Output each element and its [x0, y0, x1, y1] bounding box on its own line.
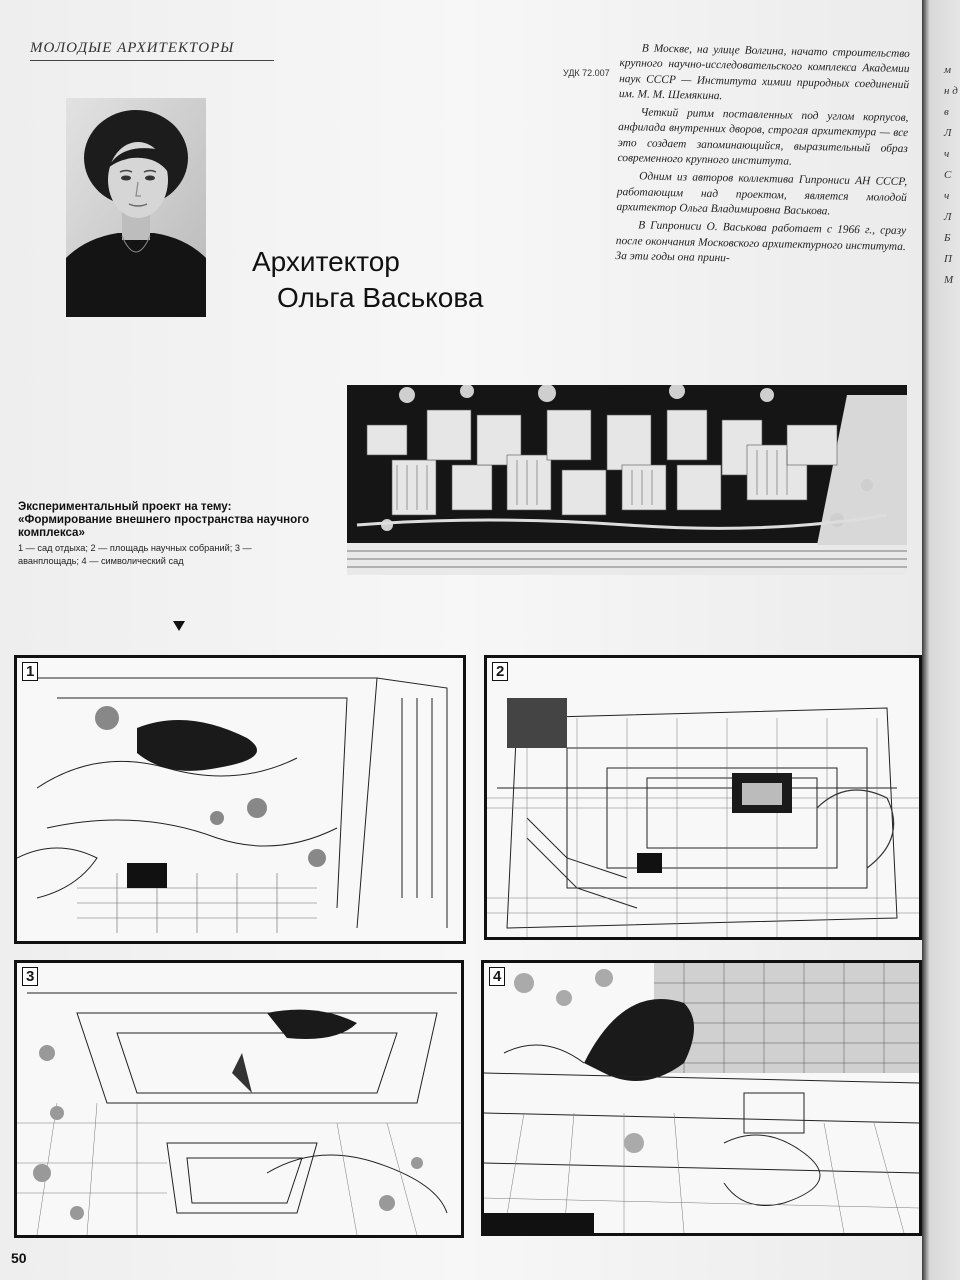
panel-number: 2: [492, 662, 508, 681]
drawing-panel-1: [14, 655, 466, 944]
drawing-panel-2: [484, 655, 922, 940]
article-title: [252, 244, 483, 316]
panel-number: 1: [22, 662, 38, 681]
panel-number: 3: [22, 967, 38, 986]
adjacent-page-text-fragment: м н д в Л ч С ч Л Б П М: [944, 64, 958, 286]
garden-drawing-icon: [17, 658, 463, 941]
caption-legend: 1 — сад отдыха; 2 — площадь научных собраний; 3 — аванплощадь; 4 — символический сад: [18, 543, 252, 566]
aerial-model-photo: [347, 385, 907, 575]
title-line-2: Ольга Васькова: [277, 282, 484, 313]
intro-paragraph-1: В Москве, на улице Волгина, начато строительство крупного научно-исследовательского комплекса Академии наук СССР — Института химии природных соединений им. М. М. Шемякина.: [618, 42, 910, 103]
page-number: 50: [11, 1250, 27, 1266]
intro-paragraph-2: Четкий ритм поставленных под углом корпусов, анфилада внутренних дворов, строгая архитектура — все это создает запоминающийся, выразительный образ современного крупного института.: [617, 106, 909, 168]
panel-number: 4: [489, 967, 505, 986]
adjacent-page-edge: [922, 0, 960, 1280]
symbolic-garden-drawing-icon: [484, 963, 919, 1233]
drawing-panel-3: [14, 960, 464, 1238]
figure-caption: [18, 500, 314, 568]
pointer-triangle-icon: [173, 621, 185, 631]
forecourt-drawing-icon: [17, 963, 461, 1235]
intro-paragraph-4: В Гипрониси О. Васькова работает с 1966 г., сразу после окончания Московского архитектурного института. За эти годы она прини-: [615, 219, 907, 265]
square-drawing-icon: [487, 658, 919, 937]
intro-text: [615, 41, 910, 273]
drawing-panel-4: [481, 960, 922, 1236]
intro-paragraph-3: Одним из авторов коллектива Гипрониси АН СССР, работающим над проектом, является молодой архитектор Ольга Владимировна Васькова.: [616, 170, 908, 218]
model-photo-icon: [347, 385, 907, 575]
architect-portrait-photo: [66, 98, 206, 317]
title-line-1: Архитектор: [252, 246, 400, 277]
portrait-icon: [66, 98, 206, 317]
section-label: МОЛОДЫЕ АРХИТЕКТОРЫ: [30, 40, 274, 61]
udk-code: УДК 72.007: [563, 68, 610, 78]
caption-title: Экспериментальный проект на тему: «Формирование внешнего пространства научного комплекса»: [18, 500, 310, 539]
